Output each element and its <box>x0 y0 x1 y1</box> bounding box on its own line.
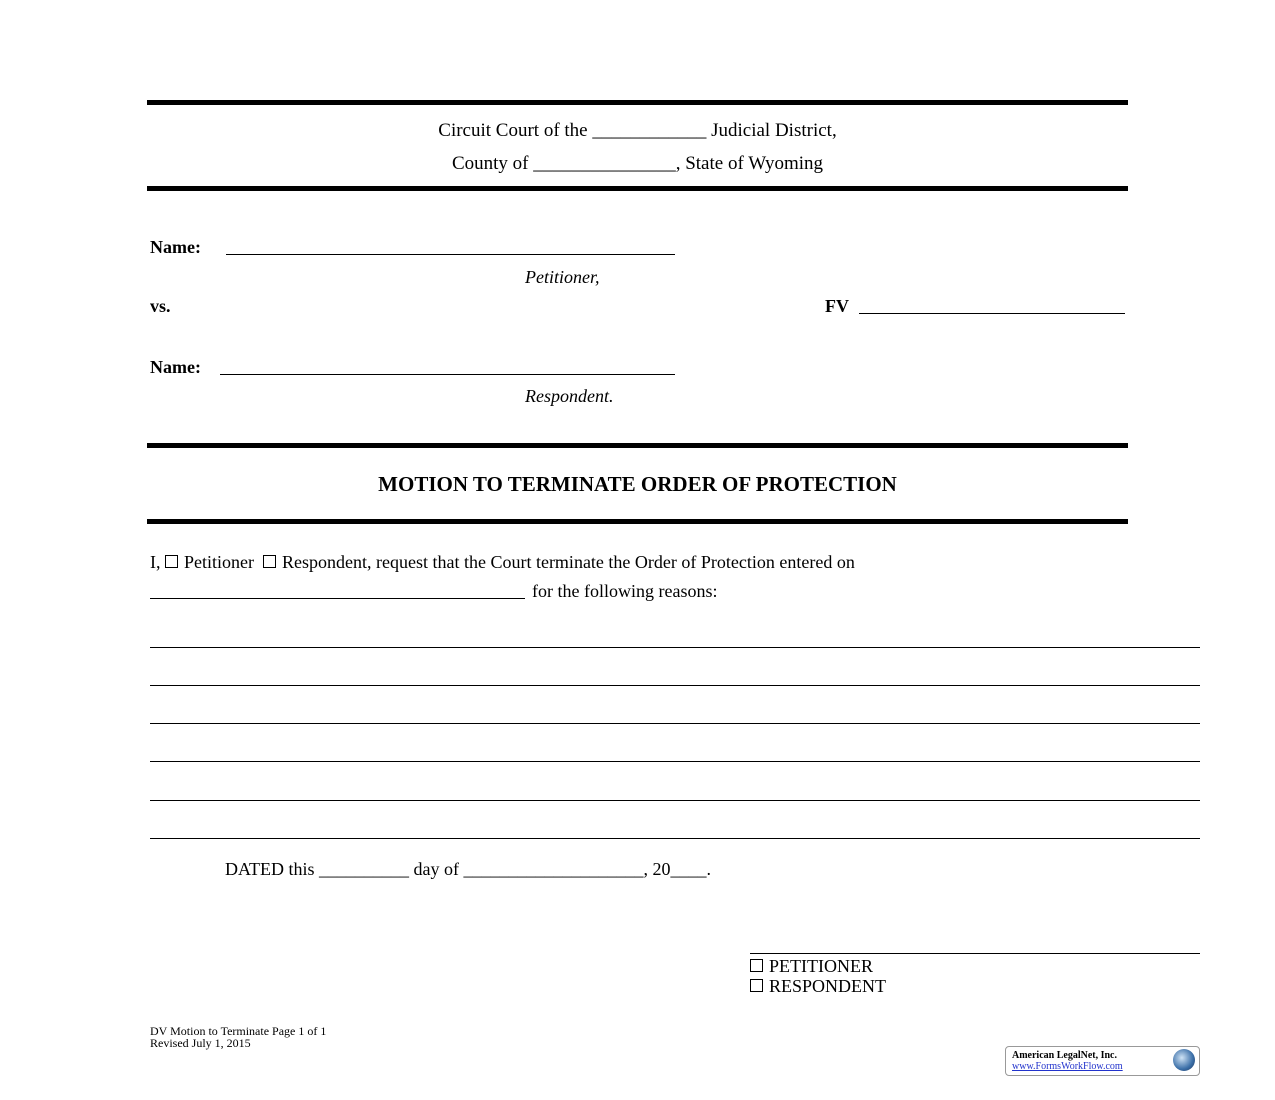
header-rule-top <box>147 100 1128 105</box>
legalnet-logo[interactable] <box>1005 1046 1200 1076</box>
vs-label: vs. <box>150 296 171 316</box>
respondent-label: Respondent. <box>525 386 614 406</box>
reason-line-3[interactable] <box>150 723 1200 724</box>
prefix: I, <box>150 552 161 572</box>
footer-revised: Revised July 1, 2015 <box>150 1036 251 1050</box>
signer-respondent <box>750 977 886 995</box>
reasons-label: for the following reasons: <box>532 581 718 601</box>
signer-respondent-label: RESPONDENT <box>769 976 887 996</box>
county-line: County of _______________, State of Wyoming <box>451 153 824 174</box>
reason-line-2[interactable] <box>150 685 1200 686</box>
respondent-option-label: Respondent, request that the Court terminate the Order of Protection entered on <box>282 552 855 572</box>
logo-url[interactable]: www.FormsWorkFlow.com <box>1012 1061 1123 1072</box>
logo-company: American LegalNet, Inc. <box>1012 1050 1117 1061</box>
title-rule-top <box>147 443 1128 448</box>
case-number-field[interactable] <box>859 313 1125 314</box>
petitioner-label: Petitioner, <box>525 267 600 287</box>
signer-petitioner-label: PETITIONER <box>769 956 873 976</box>
globe-icon <box>1173 1049 1195 1071</box>
footer-form-id: DV Motion to Terminate Page 1 of 1 <box>150 1024 327 1038</box>
signer-petitioner-checkbox[interactable] <box>750 959 763 972</box>
reason-line-5[interactable] <box>150 800 1200 801</box>
title-rule-bottom <box>147 519 1128 524</box>
header-rule-bottom <box>147 186 1128 191</box>
reason-line-6[interactable] <box>150 838 1200 839</box>
dated-line: DATED this __________ day of ____________________, 20____. <box>225 859 711 879</box>
order-date-field[interactable] <box>150 598 525 599</box>
reason-line-1[interactable] <box>150 647 1200 648</box>
petitioner-option-label: Petitioner <box>184 552 254 572</box>
court-line: Circuit Court of the ____________ Judicial District, <box>438 120 837 141</box>
respondent-checkbox[interactable] <box>263 555 276 568</box>
respondent-name-label: Name: <box>150 357 201 377</box>
respondent-name-field[interactable] <box>220 374 675 375</box>
signer-petitioner <box>750 957 873 975</box>
petitioner-name-field[interactable] <box>226 254 675 255</box>
case-number-label: FV <box>825 296 849 316</box>
petitioner-checkbox[interactable] <box>165 555 178 568</box>
reason-line-4[interactable] <box>150 761 1200 762</box>
signature-line[interactable] <box>750 953 1200 954</box>
petitioner-name-label: Name: <box>150 237 201 257</box>
request-line <box>150 553 855 571</box>
document-title: MOTION TO TERMINATE ORDER OF PROTECTION <box>378 472 897 496</box>
signer-respondent-checkbox[interactable] <box>750 979 763 992</box>
